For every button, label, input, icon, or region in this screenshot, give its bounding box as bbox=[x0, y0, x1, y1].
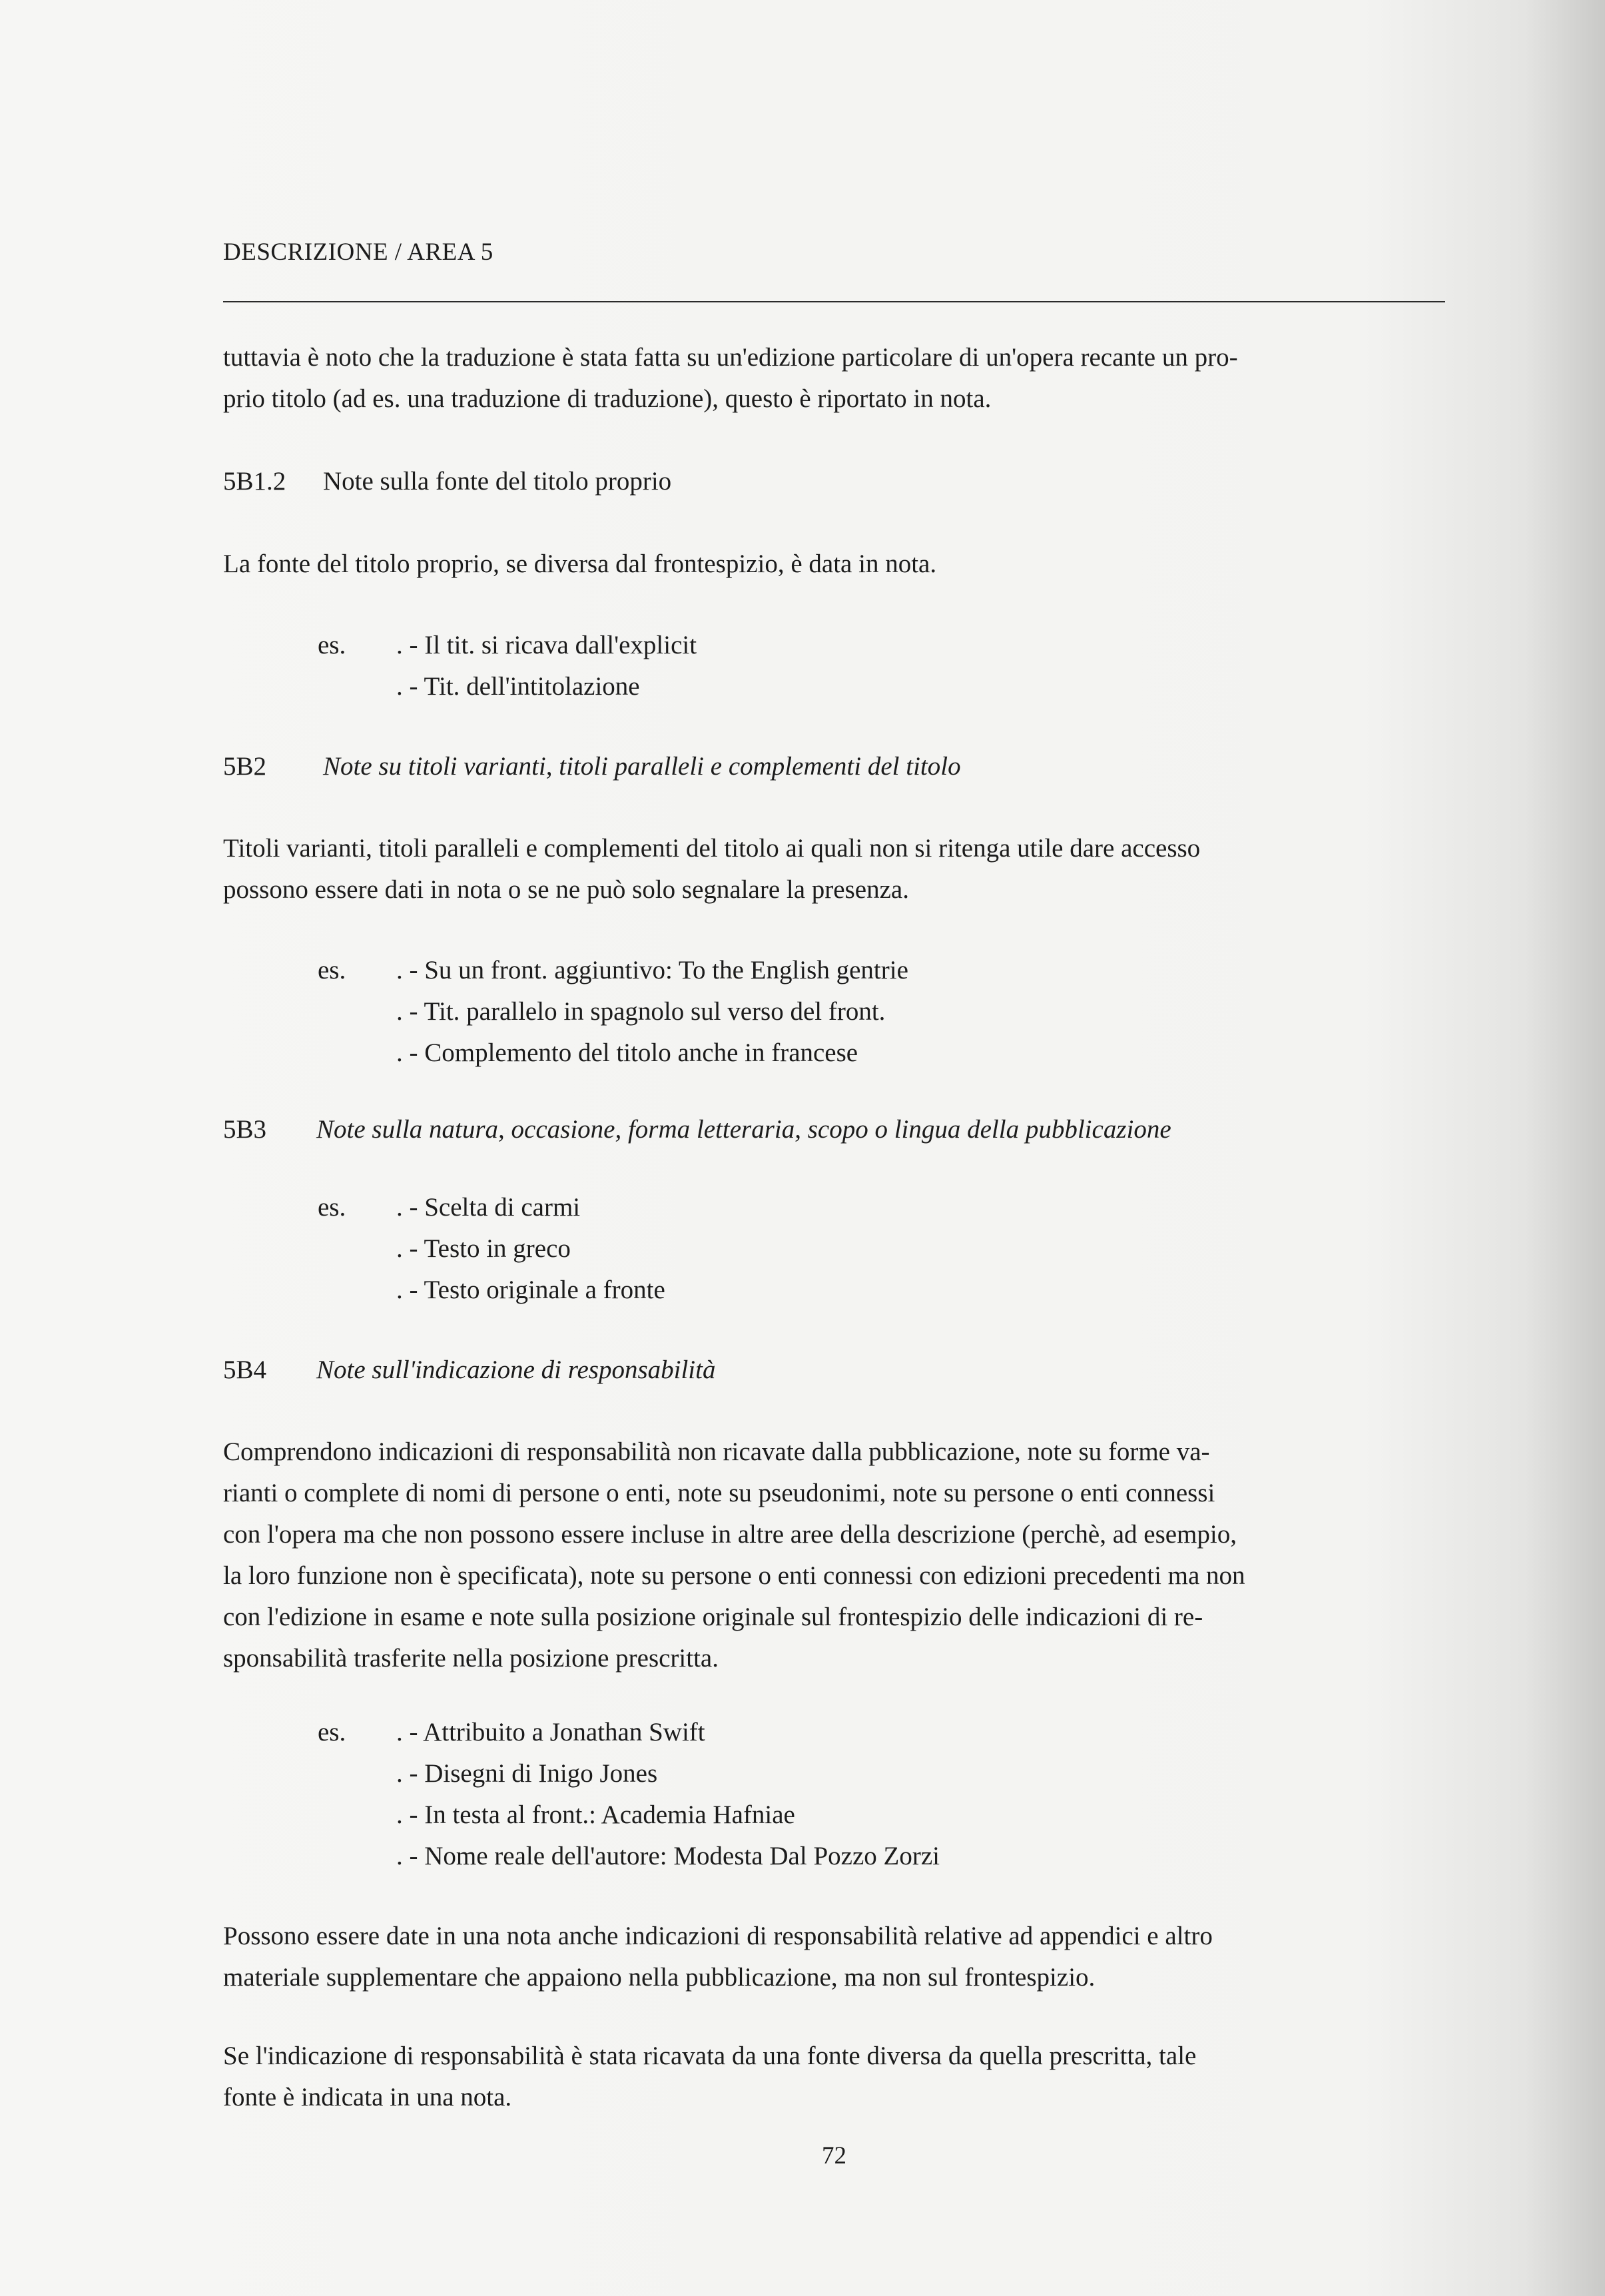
example-row bbox=[318, 1712, 1383, 1753]
example-text: . - Scelta di carmi bbox=[396, 1193, 581, 1222]
body-line: la loro funzione non è specificata), note su persone o enti connessi con edizioni precedenti ma non bbox=[223, 1561, 1245, 1590]
body-line: fonte è indicata in una nota. bbox=[223, 2083, 512, 2111]
intro-line: prio titolo (ad es. una traduzione di traduzione), questo è riportato in nota. bbox=[223, 384, 992, 413]
responsibility-paragraph-1 bbox=[223, 1916, 1445, 1998]
example-text: . - Il tit. si ricava dall'explicit bbox=[396, 631, 697, 659]
responsibility-paragraph-2 bbox=[223, 2036, 1445, 2118]
example-label: es. bbox=[318, 956, 346, 984]
section-title: Note sulla natura, occasione, forma letteraria, scopo o lingua della pubblicazione bbox=[316, 1115, 1171, 1144]
example-row bbox=[318, 1228, 1383, 1270]
section-code: 5B1.2 bbox=[223, 467, 286, 496]
body-line: sponsabilità trasferite nella posizione prescritta. bbox=[223, 1644, 719, 1673]
example-text: . - Testo in greco bbox=[396, 1234, 571, 1263]
example-row bbox=[318, 625, 1383, 666]
example-text: . - Nome reale dell'autore: Modesta Dal Pozzo Zorzi bbox=[396, 1842, 940, 1870]
example-row bbox=[318, 1270, 1383, 1311]
body-line: materiale supplementare che appaiono nella pubblicazione, ma non sul frontespizio. bbox=[223, 1963, 1096, 1992]
section-title: Note sulla fonte del titolo proprio bbox=[323, 467, 672, 496]
page-number: 72 bbox=[822, 2142, 846, 2169]
section-heading-5b3 bbox=[223, 1109, 1445, 1150]
example-row bbox=[318, 991, 1383, 1032]
body-line: Se l'indicazione di responsabilità è stata ricavata da una fonte diversa da quella prescritta, tale bbox=[223, 2042, 1197, 2070]
section-body-5b2 bbox=[223, 828, 1445, 911]
example-text: . - Attribuito a Jonathan Swift bbox=[396, 1718, 705, 1746]
section-code: 5B3 bbox=[223, 1115, 267, 1144]
example-label: es. bbox=[318, 631, 346, 659]
section-title: Note sull'indicazione di responsabilità bbox=[316, 1355, 716, 1384]
body-line: Possono essere date in una nota anche indicazioni di responsabilità relative ad appendici e altro bbox=[223, 1922, 1213, 1950]
section-code: 5B2 bbox=[223, 752, 267, 781]
body-line: Comprendono indicazioni di responsabilità non ricavate dalla pubblicazione, note su forme va- bbox=[223, 1437, 1210, 1466]
examples-5b2 bbox=[318, 950, 1383, 1074]
running-head: DESCRIZIONE / AREA 5 bbox=[223, 238, 493, 266]
example-text: . - In testa al front.: Academia Hafniae bbox=[396, 1800, 795, 1829]
section-body-5b1-2: La fonte del titolo proprio, se diversa dal frontespizio, è data in nota. bbox=[223, 550, 937, 578]
examples-5b4 bbox=[318, 1712, 1383, 1877]
example-row bbox=[318, 666, 1383, 707]
section-code: 5B4 bbox=[223, 1355, 267, 1384]
examples-5b3 bbox=[318, 1187, 1383, 1311]
example-text: . - Testo originale a fronte bbox=[396, 1276, 665, 1304]
section-heading-5b2 bbox=[223, 746, 1445, 787]
header-rule bbox=[223, 301, 1445, 302]
section-heading-5b4 bbox=[223, 1349, 1445, 1391]
body-line: possono essere dati in nota o se ne può solo segnalare la presenza. bbox=[223, 875, 909, 904]
section-title: Note su titoli varianti, titoli paralleli e complementi del titolo bbox=[323, 752, 961, 781]
example-label: es. bbox=[318, 1718, 346, 1746]
example-row bbox=[318, 1187, 1383, 1228]
body-line: rianti o complete di nomi di persone o enti, note su pseudonimi, note su persone o enti connessi bbox=[223, 1479, 1215, 1507]
intro-line: tuttavia è noto che la traduzione è stata fatta su un'edizione particolare di un'opera recante un pro- bbox=[223, 343, 1238, 372]
example-row bbox=[318, 1836, 1383, 1877]
section-heading-5b1-2 bbox=[223, 461, 1445, 502]
example-label: es. bbox=[318, 1193, 346, 1222]
body-line: con l'opera ma che non possono essere incluse in altre aree della descrizione (perchè, ad esempio, bbox=[223, 1520, 1237, 1549]
section-body-5b4 bbox=[223, 1431, 1445, 1679]
example-text: . - Tit. parallelo in spagnolo sul verso del front. bbox=[396, 997, 886, 1026]
example-row bbox=[318, 1794, 1383, 1836]
example-text: . - Su un front. aggiuntivo: To the English gentrie bbox=[396, 956, 908, 984]
body-line: con l'edizione in esame e note sulla posizione originale sul frontespizio delle indicazioni di re- bbox=[223, 1603, 1203, 1631]
example-text: . - Tit. dell'intitolazione bbox=[396, 672, 640, 701]
examples-5b1-2 bbox=[318, 625, 1383, 707]
example-text: . - Disegni di Inigo Jones bbox=[396, 1759, 658, 1788]
intro-paragraph bbox=[223, 337, 1445, 420]
example-row bbox=[318, 950, 1383, 991]
body-line: Titoli varianti, titoli paralleli e complementi del titolo ai quali non si ritenga utile dare accesso bbox=[223, 834, 1201, 863]
example-row bbox=[318, 1753, 1383, 1794]
example-row bbox=[318, 1032, 1383, 1074]
example-text: . - Complemento del titolo anche in francese bbox=[396, 1038, 858, 1067]
